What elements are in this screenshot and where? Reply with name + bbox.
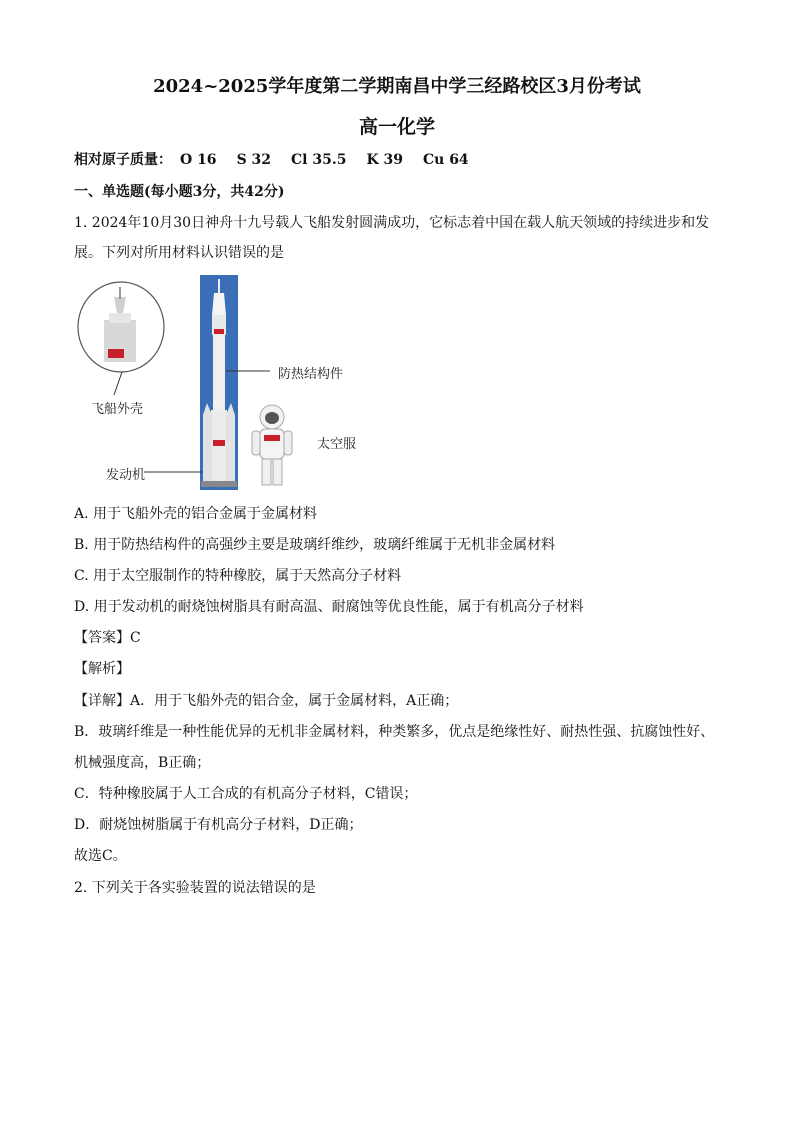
mass-k: K 39	[366, 152, 403, 168]
label-suit: 太空服	[317, 437, 357, 452]
mass-o: O 16	[180, 152, 217, 168]
rocket-illustration	[74, 275, 374, 495]
q1-answer: 【答案】C	[74, 630, 141, 646]
mass-cl: Cl 35.5	[291, 152, 347, 168]
q1-detail-line4: C．特种橡胶属于人工合成的有机高分子材料，C错误；	[74, 786, 418, 802]
section-heading: 一、单选题(每小题3分，共42分)	[74, 184, 285, 200]
label-shell: 飞船外壳	[91, 402, 144, 417]
q1-analysis-label: 【解析】	[74, 661, 130, 677]
astronaut-icon	[252, 405, 292, 485]
q1-detail-line6: 故选C。	[74, 848, 127, 864]
atomic-masses-label: 相对原子质量：	[74, 152, 172, 168]
q1-option-c: C. 用于太空服制作的特种橡胶，属于天然高分子材料	[74, 568, 402, 584]
leader-shell	[114, 372, 122, 395]
mass-cu: Cu 64	[423, 152, 469, 168]
rocket-figure	[74, 275, 374, 495]
q1-option-b: B. 用于防热结构件的高强纱主要是玻璃纤维纱，玻璃纤维属于无机非金属材料	[74, 537, 556, 553]
atomic-masses	[74, 150, 489, 170]
label-engine: 发动机	[106, 468, 146, 483]
mass-s: S 32	[236, 152, 272, 168]
label-heat: 防热结构件	[278, 367, 344, 382]
q1-detail-line1: 【详解】A．用于飞船外壳的铝合金，属于金属材料，A正确；	[74, 693, 459, 709]
q1-detail-line3: 机械强度高，B正确；	[74, 755, 211, 771]
q1-stem-line1: 1. 2024年10月30日神舟十九号载人飞船发射圆满成功，它标志着中国在载人航天领域的持续进步和发	[74, 215, 710, 231]
q1-option-a: A. 用于飞船外壳的铝合金属于金属材料	[74, 506, 318, 522]
q2-stem: 2. 下列关于各实验装置的说法错误的是	[74, 880, 316, 896]
q1-detail-line2: B．玻璃纤维是一种性能优异的无机非金属材料，种类繁多，优点是绝缘性好、耐热性强、抗腐蚀性好、	[74, 724, 715, 740]
exam-subject: 高一化学	[358, 116, 435, 138]
exam-title: 2024~2025学年度第二学期南昌中学三经路校区3月份考试	[153, 76, 641, 97]
q1-stem-line2: 展。下列对所用材料认识错误的是	[74, 245, 284, 261]
q1-detail-line5: D．耐烧蚀树脂属于有机高分子材料，D正确；	[74, 817, 363, 833]
q1-option-d: D. 用于发动机的耐烧蚀树脂具有耐高温、耐腐蚀等优良性能，属于有机高分子材料	[74, 599, 584, 615]
